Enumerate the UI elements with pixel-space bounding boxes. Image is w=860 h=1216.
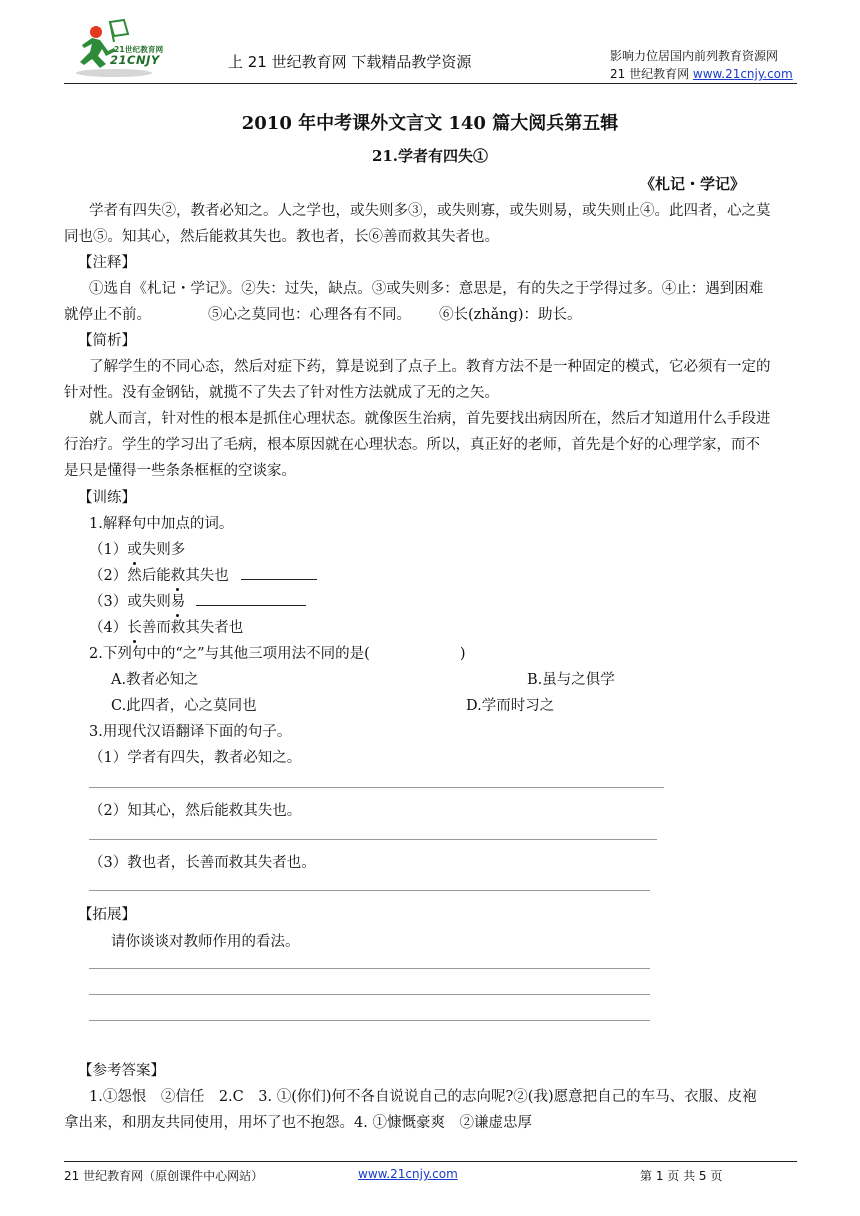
header-tagline: 影响力位居国内前列教育资源网 <box>610 49 779 63</box>
option-d[interactable]: D.学而时习之 <box>466 698 555 714</box>
item-text: （2）然后能 <box>89 568 171 584</box>
question-1-item <box>89 616 243 637</box>
header-divider <box>64 83 797 84</box>
analysis-line: 是只是懂得一些条条框框的空谈家。 <box>64 463 296 479</box>
header-site-prefix: 21 世纪教育网 <box>610 67 693 81</box>
header-slogan: 上 21 世纪教育网 下载精品教学资源 <box>228 53 472 71</box>
answer-line[interactable] <box>89 968 650 969</box>
dotted-word: 易 <box>171 590 186 611</box>
question-2-close: ) <box>459 646 466 662</box>
notes-line: ①选自《札记・学记》。②失：过失，缺点。③或失则多：意思是，有的失之于学得过多。④止：遇到困难 <box>89 281 764 297</box>
analysis-line: 就人而言，针对性的根本是抓住心理状态。就像医生治病，首先要找出病因所在，然后才知道用什么手段进 <box>89 411 771 427</box>
logo-small-text: 21世纪教育网 <box>114 45 164 54</box>
site-logo <box>70 18 200 80</box>
item-text: 其失也 <box>185 568 229 584</box>
dotted-word: 救 <box>171 564 186 585</box>
notes-line: 就停止不前。 <box>64 307 151 323</box>
notes-line: ⑥长(zhǎng)：助长。 <box>439 307 582 323</box>
header-site-link[interactable]: www.21cnjy.com <box>692 67 793 81</box>
analysis-line: 针对性。没有金钢钻，就揽不了失去了针对性方法就成了无的之矢。 <box>64 385 499 401</box>
question-1-item <box>89 538 185 559</box>
answer-line[interactable] <box>89 994 650 995</box>
extension-prompt: 请你谈谈对教师作用的看法。 <box>111 934 300 950</box>
question-1-item <box>89 564 317 585</box>
footer-divider <box>64 1161 797 1162</box>
item-text: 失则多 <box>141 542 186 558</box>
question-2 <box>89 642 466 663</box>
page-number: 第 1 页 共 5 页 <box>640 1169 723 1183</box>
question-2-text: 2.下列句中的“之”与其他三项用法不同的是( <box>89 646 370 662</box>
question-1-item <box>89 590 306 611</box>
analysis-line: 行治疗。学生的学习出了毛病，根本原因就在心理状态。所以，真正好的老师，首先是个好的心理学家，而不 <box>64 437 760 453</box>
footer-site-name: 21 世纪教育网（原创课件中心网站） <box>64 1169 264 1183</box>
answer-line[interactable] <box>89 839 657 840</box>
answer-line[interactable] <box>89 787 664 788</box>
answer-line[interactable] <box>89 1020 650 1021</box>
header-site <box>610 65 793 82</box>
question-3-item: （2）知其心，然后能救其失也。 <box>89 803 302 819</box>
answers-heading: 【参考答案】 <box>78 1063 165 1079</box>
answer-blank[interactable] <box>196 591 306 606</box>
answers-line: 拿出来，和朋友共同使用，用坏了也不抱怨。4. ①慷慨豪爽 ②谦虚忠厚 <box>64 1115 532 1131</box>
logo-big-text: 21CNJY <box>110 53 160 67</box>
option-b[interactable]: B.虽与之俱学 <box>527 672 615 688</box>
question-1: 1.解释句中加点的词。 <box>89 516 234 532</box>
notes-heading: 【注释】 <box>78 255 136 271</box>
footer-site-link[interactable]: www.21cnjy.com <box>358 1167 458 1181</box>
passage-line: 学者有四失②，教者必知之。人之学也，或失则多③，或失则寡，或失则易，或失则止④。此四者，心之莫 <box>89 203 771 219</box>
answer-line[interactable] <box>89 890 650 891</box>
option-c[interactable]: C.此四者，心之莫同也 <box>111 698 257 714</box>
answer-blank[interactable] <box>241 565 317 580</box>
extension-heading: 【拓展】 <box>78 907 136 923</box>
question-3: 3.用现代汉语翻译下面的句子。 <box>89 724 292 740</box>
item-text: （3）或失则 <box>89 594 171 610</box>
notes-line: ⑤心之莫同也：心理各有不同。 <box>208 307 411 323</box>
question-3-item: （1）学者有四失，教者必知之。 <box>89 750 302 766</box>
question-3-item: （3）教也者，长善而救其失者也。 <box>89 855 316 871</box>
analysis-line: 了解学生的不同心态，然后对症下药，算是说到了点子上。教育方法不是一种固定的模式，它必须有一定的 <box>89 359 771 375</box>
item-number: （1） <box>89 542 128 558</box>
dotted-word: 长 <box>127 616 142 637</box>
analysis-heading: 【简析】 <box>78 333 136 349</box>
page-title: 2010 年中考课外文言文 140 篇大阅兵第五辑 <box>241 113 619 134</box>
article-title: 21.学者有四失① <box>371 147 489 165</box>
training-heading: 【训练】 <box>78 490 136 506</box>
footer-link-wrap <box>358 1167 458 1181</box>
item-number: （4） <box>89 620 128 636</box>
article-source: 《札记・学记》 <box>640 175 746 193</box>
option-a[interactable]: A.教者必知之 <box>111 672 199 688</box>
item-text: 善而救其失者也 <box>141 620 244 636</box>
answers-line: 1.①怨恨 ②信任 2.C 3. ①(你们)何不各自说说自己的志向呢?②(我)愿意把自己的车马、衣服、皮袍 <box>89 1089 757 1105</box>
passage-line: 同也⑤。知其心，然后能救其失也。教也者，长⑥善而救其失者也。 <box>64 229 499 245</box>
dotted-word: 或 <box>127 538 142 559</box>
